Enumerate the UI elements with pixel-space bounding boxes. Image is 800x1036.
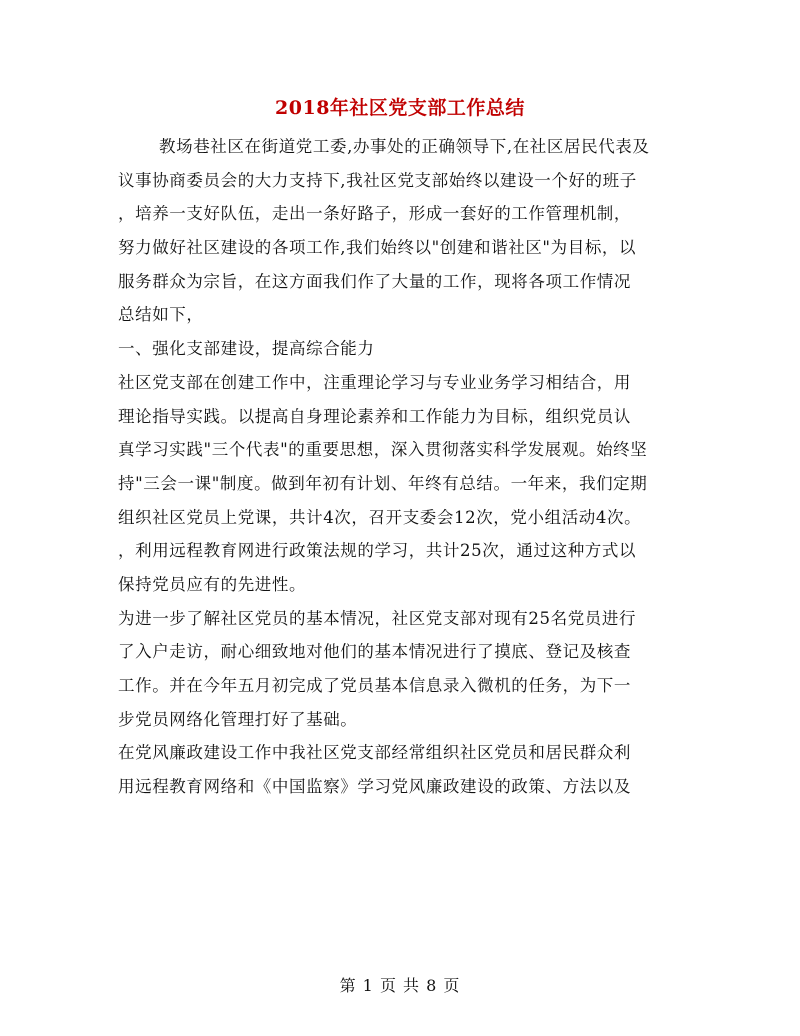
body-line: 努力做好社区建设的各项工作,我们始终以"创建和谐社区"为目标，以 <box>118 238 637 258</box>
body-line: 理论指导实践。以提高自身理论素养和工作能力为目标，组织党员认 <box>118 406 631 426</box>
page-footer: 第 1 页 共 8 页 <box>339 976 461 995</box>
body-line: 用远程教育网络和《中国监察》学习党风廉政建设的政策、方法以及 <box>118 777 631 797</box>
body-line: 工作。并在今年五月初完成了党员基本信息录入微机的任务，为下一 <box>118 676 631 695</box>
body-line: 真学习实践"三个代表"的重要思想，深入贯彻落实科学发展观。始终坚 <box>118 440 648 460</box>
body-line: 步党员网络化管理打好了基础。 <box>118 709 358 729</box>
body-line: 社区党支部在创建工作中，注重理论学习与专业业务学习相结合，用 <box>118 372 631 392</box>
body-line: 组织社区党员上党课，共计4次，召开支委会12次，党小组活动4次。 <box>118 507 642 527</box>
body-line: 服务群众为宗旨，在这方面我们作了大量的工作，现将各项工作情况 <box>118 271 631 291</box>
body-line: 议事协商委员会的大力支持下,我社区党支部始终以建设一个好的班子 <box>118 170 637 190</box>
body-line: 教场巷社区在街道党工委,办事处的正确领导下,在社区居民代表及 <box>159 137 650 156</box>
document-title: 2018年社区党支部工作总结 <box>275 97 525 119</box>
body-line: ，培养一支好队伍，走出一条好路子，形成一套好的工作管理机制， <box>118 204 631 224</box>
body-line: 了入户走访，耐心细致地对他们的基本情况进行了摸底、登记及核查 <box>118 642 631 662</box>
body-line: 持"三会一课"制度。做到年初有计划、年终有总结。一年来，我们定期 <box>118 473 648 493</box>
body-line: 保持党员应有的先进性。 <box>118 574 307 594</box>
body-line: 在党风廉政建设工作中我社区党支部经常组织社区党员和居民群众利 <box>118 743 631 763</box>
document-body <box>118 130 698 804</box>
body-line: ，利用远程教育网进行政策法规的学习，共计25次，通过这种方式以 <box>118 541 637 561</box>
section-heading: 一、强化支部建设，提高综合能力 <box>118 339 375 359</box>
body-line: 总结如下， <box>118 305 204 325</box>
body-line: 为进一步了解社区党员的基本情况，社区党支部对现有25名党员进行 <box>118 608 637 628</box>
